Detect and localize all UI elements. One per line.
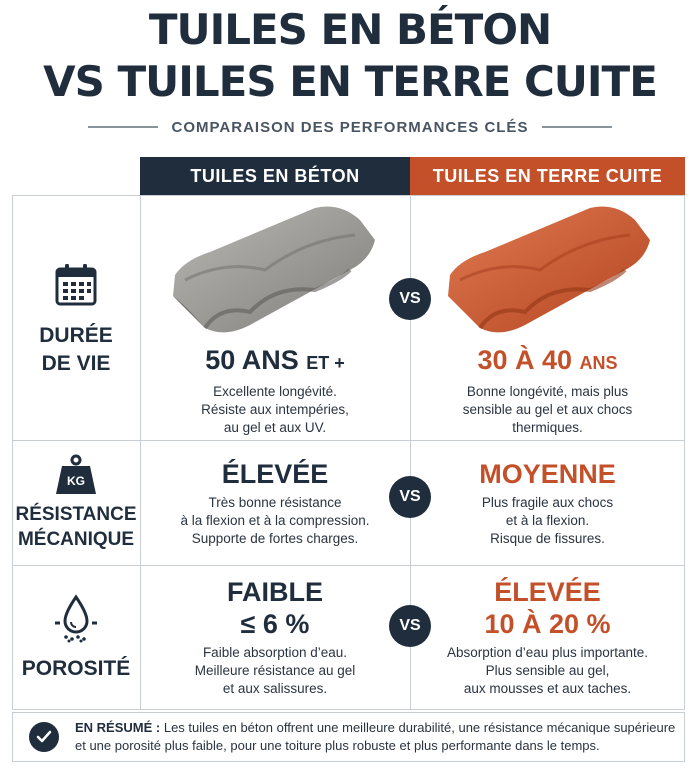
desc-line: Bonne longévité, mais plus [466,384,629,399]
desc-line: sensible au gel et aux chocs [462,402,633,417]
summary-text [75,719,675,755]
value-porosite-beton-2: ≤ 6 % [240,609,310,639]
column-header-beton: TUILES EN BÉTON [140,157,410,195]
calendar-icon [53,262,99,308]
desc-porosite-terre [447,644,648,698]
concrete-tile-image [165,200,380,340]
value-duree-beton [205,344,345,379]
cell-duree-terre [410,344,685,437]
desc-porosite-beton [195,644,356,698]
page-title [0,4,700,108]
category-resistance [12,445,140,560]
desc-line: Très bonne résistance [208,495,342,510]
summary-text-2: et une porosité plus faible, pour une toiture plus robuste et plus performante dans le temps. [75,738,600,753]
desc-line: au gel et aux UV. [223,420,327,435]
title-line-2: VS TUILES EN TERRE CUITE [43,57,657,106]
category-label-line-1: DURÉE [39,324,113,347]
value-duree-terre [477,344,617,379]
summary-box [12,712,685,762]
category-label-line-2: DE VIE [41,352,111,375]
column-header-terre: TUILES EN TERRE CUITE [410,157,685,195]
category-label: POROSITÉ [21,656,131,680]
desc-line: Excellente longévité. [213,384,337,399]
vs-badge-resistance: VS [389,476,431,518]
title-line-1: TUILES EN BÉTON [148,5,552,54]
desc-line: thermiques. [512,420,583,435]
desc-line: Meilleure résistance au gel [194,663,356,678]
desc-line: à la flexion et à la compression. [180,513,370,528]
value-porosite-terre-1: ÉLEVÉE [494,577,601,607]
cell-porosite-terre [410,576,685,698]
cell-porosite-beton [140,576,410,698]
value-resistance-terre: MOYENNE [479,459,616,489]
category-porosite [12,570,140,705]
value-suffix: ET + [306,353,345,373]
value-porosite-terre-2: 10 À 20 % [484,609,611,639]
desc-line: Résiste aux intempéries, [201,402,349,417]
cell-duree-beton [140,344,410,437]
cell-resistance-beton [140,458,410,548]
value-resistance-beton: ÉLEVÉE [221,459,329,489]
weight-icon [54,454,98,496]
category-duree [12,205,140,435]
desc-line: Plus sensible au gel, [485,663,610,678]
desc-line: Faible absorption d’eau. [202,645,348,660]
vs-badge-duree: VS [389,278,431,320]
desc-duree-terre [463,383,633,437]
value-suffix: ANS [579,353,618,373]
desc-resistance-beton [180,494,369,548]
subtitle-row [0,114,700,140]
subtitle-rule-left [88,126,158,128]
desc-line: Plus fragile aux chocs [481,495,614,510]
desc-line: Risque de fissures. [490,531,605,546]
desc-line: Supporte de fortes charges. [191,531,359,546]
row-divider-2 [12,565,685,566]
weight-icon-text: KG [67,473,85,488]
desc-line: aux mousses et aux taches. [463,681,632,696]
category-label-line-1: RÉSISTANCE [15,503,137,525]
terracotta-tile-image [440,200,655,340]
desc-resistance-terre [482,494,613,548]
value-porosite-beton-1: FAIBLE [226,577,323,607]
subtitle: COMPARAISON DES PERFORMANCES CLÉS [171,118,529,136]
subtitle-rule-right [542,126,612,128]
value-main: 30 À 40 [477,345,573,375]
category-label-line-2: MÉCANIQUE [17,528,135,550]
cell-resistance-terre [410,458,685,548]
row-divider-1 [12,440,685,441]
desc-line: et aux salissures. [222,681,328,696]
value-main: 50 ANS [205,345,299,375]
check-icon [29,722,59,752]
vs-badge-porosite: VS [389,605,431,647]
water-drop-icon [51,593,101,643]
desc-duree-beton [201,383,349,437]
summary-label: EN RÉSUMÉ : [75,720,161,735]
desc-line: Absorption d’eau plus importante. [446,645,649,660]
summary-text-1: Les tuiles en béton offrent une meilleure durabilité, une résistance mécanique supérieure [160,720,676,735]
desc-line: et à la flexion. [505,513,590,528]
